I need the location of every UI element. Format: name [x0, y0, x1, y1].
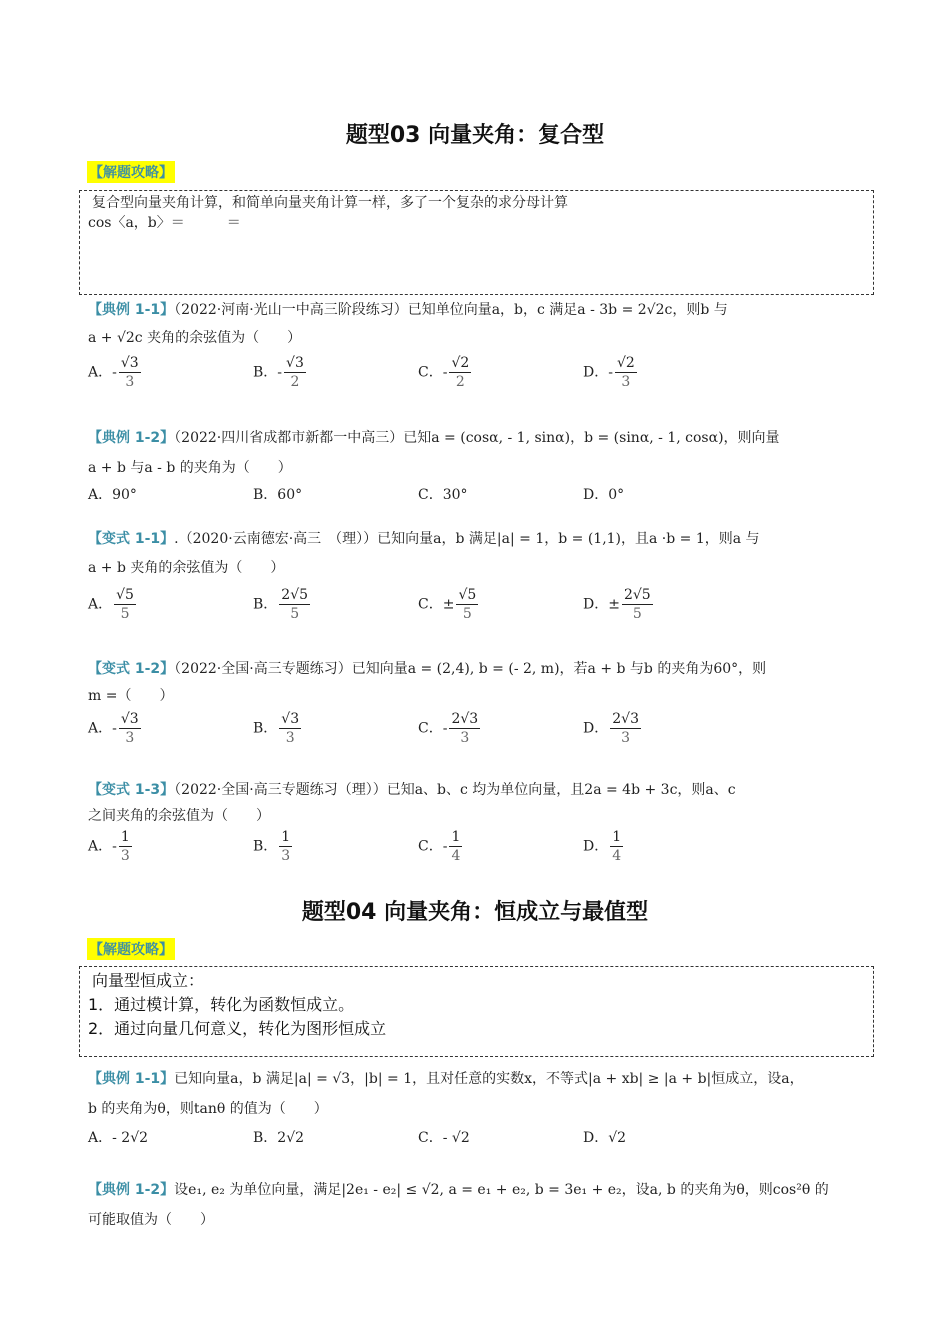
box-line-1: 复合型向量夹角计算，和简单向量夹角计算一样，多了一个复杂的求分母计算 — [92, 195, 568, 211]
option-d[interactable]: D． $\frac{1}{4}$ — [583, 829, 622, 864]
question-text: （2022·河南·光山一中高三阶段练习）已知单位向量a，b，c 满足a - 3b = 2√2c，则b 与 — [174, 302, 728, 318]
question-2: 【典例 1-2】（2022·四川省成都市新都一中高三）已知a = (cosα, - 1, sinα)，b = (sinα, - 1, cosα)，则向量 — [88, 430, 780, 446]
section-title-04: 题型04 向量夹角：恒成立与最值型 — [301, 900, 649, 925]
question-5: 【变式 1-3】（2022·全国·高三专题练习（理））已知a、b、c 均为单位向量，且2a = 4b + 3c，则a、c — [88, 782, 736, 798]
question-1 — [88, 300, 728, 320]
box-line-3: 2．通过向量几何意义，转化为图形恒成立 — [88, 1019, 387, 1038]
question-3-line2: a + b 夹角的余弦值为（ ） — [88, 560, 285, 576]
option-a[interactable]: A．- $\frac{√3}{3}$ — [88, 711, 139, 746]
option-b[interactable]: B．- $\frac{√3}{2}$ — [253, 355, 304, 390]
option-c[interactable]: C．30° — [418, 487, 468, 503]
option-d[interactable]: D．√2 — [583, 1130, 627, 1146]
option-d[interactable]: D． $\frac{2√3}{3}$ — [583, 711, 639, 746]
question-4-line2: m =（ ） — [88, 688, 174, 704]
question-2-line2: a + b 与a - b 的夹角为（ ） — [88, 460, 292, 476]
option-c[interactable]: C．- $\frac{2√3}{3}$ — [418, 711, 479, 746]
option-a[interactable]: A． $\frac{√5}{5}$ — [88, 587, 134, 622]
section-title-03: 题型03 向量夹角：复合型 — [345, 123, 605, 148]
question-6: 【典例 1-1】已知向量a，b 满足|a| = √3，|b| = 1，且对任意的实数x，不等式|a + xb| ≥ |a + b|恒成立，设a， — [88, 1071, 804, 1087]
box-line-2: cos〈a，b〉＝ ＝ — [88, 215, 241, 231]
option-b[interactable]: B．2√2 — [253, 1130, 305, 1146]
strategy-box — [79, 966, 874, 1057]
question-label: 【典例 1-1】 — [88, 302, 175, 318]
option-a[interactable]: A．- 2√2 — [88, 1130, 149, 1146]
option-c[interactable]: C．- $\frac{√2}{2}$ — [418, 355, 470, 390]
strategy-tag: 【解题攻略】 — [87, 938, 175, 960]
question-7: 【典例 1-2】设e₁, e₂ 为单位向量，满足|2e₁ - e₂| ≤ √2, a = e₁ + e₂, b = 3e₁ + e₂，设a, b 的夹角为θ，则cos²θ 的 — [88, 1182, 829, 1198]
strategy-box — [79, 190, 874, 295]
option-b[interactable]: B． $\frac{2√5}{5}$ — [253, 587, 309, 622]
option-b[interactable]: B． $\frac{1}{3}$ — [253, 829, 291, 864]
option-c[interactable]: C．- $\frac{1}{4}$ — [418, 829, 461, 864]
option-b[interactable]: B． $\frac{√3}{3}$ — [253, 711, 300, 746]
option-d[interactable]: D．± $\frac{2√5}{5}$ — [583, 587, 651, 622]
question-3: 【变式 1-1】.（2020·云南德宏·高三 （理））已知向量a，b 满足|a| = 1，b = (1,1)，且a ·b = 1，则a 与 — [88, 531, 760, 547]
option-d[interactable]: D．- $\frac{√2}{3}$ — [583, 355, 635, 390]
option-b[interactable]: B．60° — [253, 487, 303, 503]
strategy-tag: 【解题攻略】 — [87, 161, 175, 183]
box-line-2: 1．通过模计算，转化为函数恒成立。 — [88, 995, 355, 1014]
box-line-1: 向量型恒成立： — [92, 971, 205, 990]
option-a[interactable]: A．90° — [88, 487, 137, 503]
question-5-line2: 之间夹角的余弦值为（ ） — [88, 808, 270, 824]
option-c[interactable]: C．- √2 — [418, 1130, 470, 1146]
option-c[interactable]: C．± $\frac{√5}{5}$ — [418, 587, 477, 622]
option-a[interactable]: A．- $\frac{1}{3}$ — [88, 829, 130, 864]
question-7-line2: 可能取值为（ ） — [88, 1212, 214, 1228]
question-6-line2: b 的夹角为θ，则tanθ 的值为（ ） — [88, 1101, 328, 1117]
option-d[interactable]: D．0° — [583, 487, 625, 503]
question-1-line2: a + √2c 夹角的余弦值为（ ） — [88, 330, 302, 346]
question-4: 【变式 1-2】（2022·全国·高三专题练习）已知向量a = (2,4), b = (- 2, m)，若a + b 与b 的夹角为60°，则 — [88, 661, 767, 677]
option-a[interactable]: A．- $\frac{√3}{3}$ — [88, 355, 139, 390]
